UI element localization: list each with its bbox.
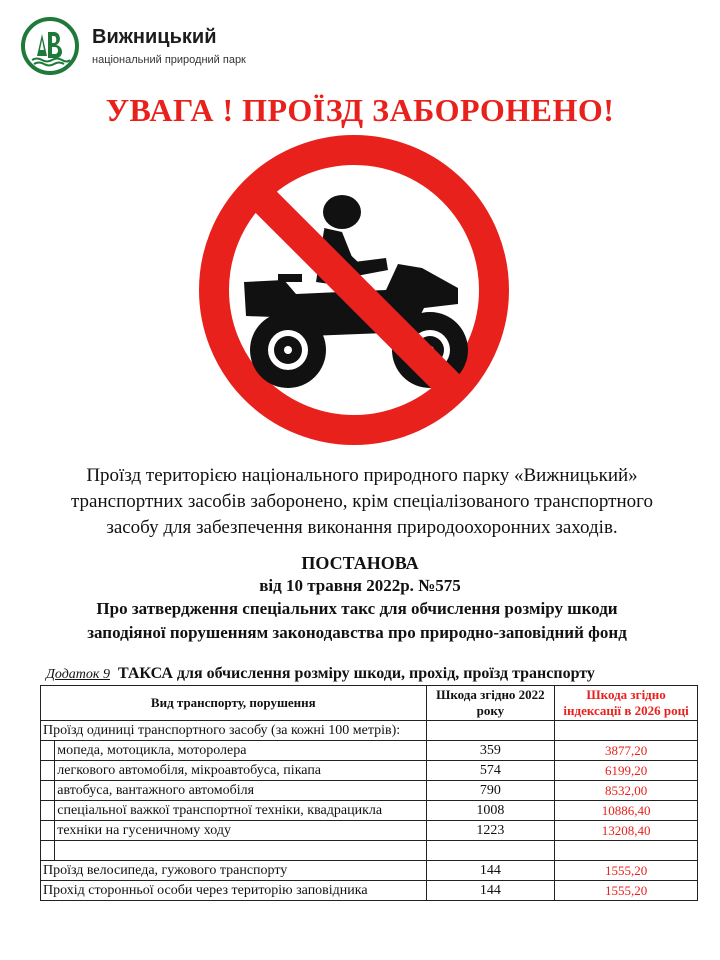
- table-row: [41, 721, 698, 741]
- tax-table: [40, 685, 698, 901]
- empty-cell: [555, 841, 698, 861]
- table-row: [41, 801, 698, 821]
- appendix-label: Додаток 9: [46, 667, 110, 682]
- row-label: легкового автомобіля, мікроавтобуса, пікапа: [55, 761, 426, 781]
- row-2026: 1555,20: [555, 881, 698, 901]
- table-row: [41, 781, 698, 801]
- row-2022: 144: [426, 881, 555, 901]
- row-2026: 13208,40: [555, 821, 698, 841]
- empty-cell: [555, 721, 698, 741]
- table-row: [41, 821, 698, 841]
- row-2026: 10886,40: [555, 801, 698, 821]
- row-2026: 1555,20: [555, 861, 698, 881]
- notice-text: [30, 463, 694, 541]
- row-label: техніки на гусеничному ходу: [55, 821, 426, 841]
- row-label: Проїзд велосипеда, гужового транспорту: [41, 861, 427, 881]
- decree-title: ПОСТАНОВА: [301, 553, 419, 573]
- row-2022: 790: [426, 781, 555, 801]
- appendix-heading: [46, 665, 595, 683]
- indent-cell: [41, 801, 55, 821]
- brand-name: Вижницький: [92, 26, 217, 48]
- row-2026: 8532,00: [555, 781, 698, 801]
- table-row-blank: [41, 841, 698, 861]
- table-row: [41, 761, 698, 781]
- empty-cell: [426, 841, 555, 861]
- appendix-title: ТАКСА для обчислення розміру шкоди, прохід, проїзд транспорту: [117, 665, 595, 682]
- row-2022: 144: [426, 861, 555, 881]
- table-row: [41, 861, 698, 881]
- row-label: мопеда, мотоцикла, моторолера: [55, 741, 426, 761]
- park-logo-icon: [20, 16, 80, 76]
- empty-cell: [55, 841, 426, 861]
- indent-cell: [41, 821, 55, 841]
- indent-cell: [41, 841, 55, 861]
- row-2022: 359: [426, 741, 555, 761]
- table-row: [41, 881, 698, 901]
- warning-headline: УВАГА ! ПРОЇЗД ЗАБОРОНЕНО!: [105, 92, 615, 128]
- indent-cell: [41, 781, 55, 801]
- decree-subject-line: Про затвердження спеціальних такс для обчислення розміру шкоди: [96, 599, 618, 618]
- no-atv-prohibition-icon: [186, 132, 522, 448]
- row-2022: 1223: [426, 821, 555, 841]
- header-2022: Шкода згідно 2022 року: [426, 686, 555, 721]
- row-2022: 574: [426, 761, 555, 781]
- row-label: спеціальної важкої транспортної техніки, квадрацикла: [55, 801, 426, 821]
- table-header-row: [41, 686, 698, 721]
- row-2022: 1008: [426, 801, 555, 821]
- row-2026: 6199,20: [555, 761, 698, 781]
- notice-line: Проїзд територією національного природного парку «Вижницький»: [86, 465, 638, 486]
- indent-cell: [41, 741, 55, 761]
- brand-subtitle: національний природний парк: [92, 54, 246, 66]
- group-row-label: Проїзд одиниці транспортного засобу (за кожні 100 метрів):: [41, 721, 427, 741]
- table-row: [41, 741, 698, 761]
- row-label: автобуса, вантажного автомобіля: [55, 781, 426, 801]
- header-type: Вид транспорту, порушення: [41, 686, 427, 721]
- header-2026: Шкода згідно індексації в 2026 році: [555, 686, 698, 721]
- decree-subject-line: заподіяної порушенням законодавства про природно-заповідний фонд: [87, 623, 627, 642]
- empty-cell: [426, 721, 555, 741]
- notice-line: засобу для забезпечення виконання природоохоронних заходів.: [106, 517, 618, 538]
- notice-line: транспортних засобів заборонено, крім спеціалізованого транспортного: [71, 491, 653, 512]
- row-label: Прохід сторонньої особи через територію заповідника: [41, 881, 427, 901]
- decree-date: від 10 травня 2022р. №575: [259, 576, 461, 595]
- indent-cell: [41, 761, 55, 781]
- row-2026: 3877,20: [555, 741, 698, 761]
